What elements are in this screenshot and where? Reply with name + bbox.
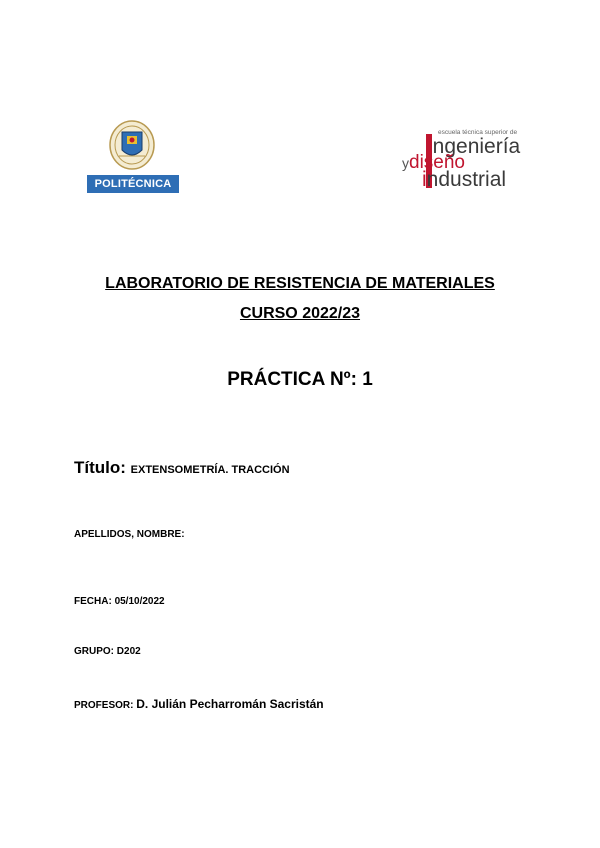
etsidi-line-1: ingeniería xyxy=(428,135,521,158)
upm-logo xyxy=(87,118,179,198)
profesor-value: D. Julián Pecharromán Sacristán xyxy=(136,697,324,711)
grupo-field xyxy=(74,646,141,657)
fecha-field xyxy=(74,596,165,607)
titulo-label: Título: xyxy=(74,458,126,477)
etsidi-logo xyxy=(398,128,538,192)
titulo-field xyxy=(74,458,290,478)
titulo-value: EXTENSOMETRÍA. TRACCIÓN xyxy=(130,464,290,476)
etsidi-line-2: ydiseño xyxy=(402,152,465,173)
upm-seal-icon xyxy=(109,120,155,170)
profesor-field xyxy=(74,697,324,711)
lab-title: LABORATORIO DE RESISTENCIA DE MATERIALES xyxy=(105,275,495,292)
grupo-value: D202 xyxy=(116,646,141,657)
fecha-value: 05/10/2022 xyxy=(114,596,165,607)
etsidi-line-3: industrial xyxy=(422,168,507,191)
profesor-label: PROFESOR: xyxy=(74,700,134,711)
practica-number: PRÁCTICA Nº: 1 xyxy=(227,369,373,390)
grupo-label: GRUPO: xyxy=(74,646,114,657)
course-title: CURSO 2022/23 xyxy=(239,305,361,322)
upm-logo-label: POLITÉCNICA xyxy=(87,175,179,193)
apellidos-label: APELLIDOS, NOMBRE: xyxy=(74,529,185,540)
etsidi-tagline: escuela técnica superior de xyxy=(438,129,518,136)
apellidos-field xyxy=(74,529,185,540)
fecha-label: FECHA: xyxy=(74,596,112,607)
